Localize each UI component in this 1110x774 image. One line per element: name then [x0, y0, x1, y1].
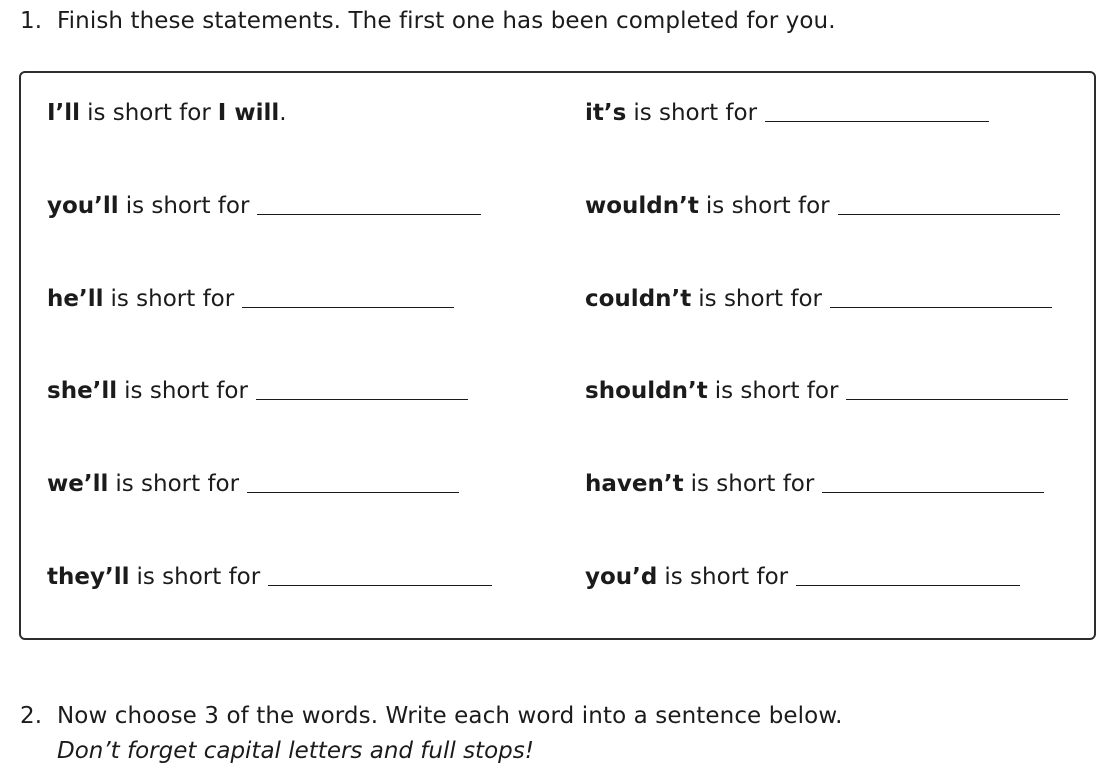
statement-phrase: is short for — [115, 471, 240, 497]
contraction-word: shouldn’t — [585, 378, 708, 404]
question-1-number: 1. — [20, 8, 43, 34]
statement-phrase: is short for — [705, 193, 830, 219]
statement-phrase: is short for — [690, 471, 815, 497]
contraction-word: he’ll — [47, 286, 104, 312]
contraction-word: they’ll — [47, 564, 130, 590]
statement-left-5 — [47, 471, 459, 497]
contraction-word: it’s — [585, 100, 627, 126]
question-1 — [20, 8, 836, 34]
statement-left-6 — [47, 564, 492, 590]
statement-right-6 — [585, 564, 1020, 590]
statement-left-1 — [47, 100, 287, 126]
contraction-word: she’ll — [47, 378, 118, 404]
statement-right-3 — [585, 286, 1052, 312]
statement-phrase: is short for — [714, 378, 839, 404]
question-2-text: Now choose 3 of the words. Write each word into a sentence below. — [57, 703, 843, 729]
statement-phrase: is short for — [87, 100, 211, 126]
answer-blank-line[interactable] — [822, 491, 1044, 493]
statement-phrase: is short for — [664, 564, 789, 590]
statement-left-4 — [47, 378, 468, 404]
answer-blank-line[interactable] — [830, 306, 1052, 308]
statement-phrase: is short for — [124, 378, 248, 404]
example-answer: I will — [217, 100, 280, 126]
contraction-word: couldn’t — [585, 286, 692, 312]
statement-phrase: is short for — [136, 564, 261, 590]
example-full-stop: . — [279, 100, 287, 126]
statement-phrase: is short for — [125, 193, 250, 219]
contraction-word: you’d — [585, 564, 658, 590]
contraction-word: I’ll — [47, 100, 81, 126]
question-2 — [20, 703, 843, 729]
contraction-word: you’ll — [47, 193, 119, 219]
statement-right-4 — [585, 378, 1068, 404]
statement-phrase: is short for — [110, 286, 235, 312]
answer-blank-line[interactable] — [257, 213, 481, 215]
statement-phrase: is short for — [633, 100, 758, 126]
answer-blank-line[interactable] — [846, 398, 1068, 400]
answer-blank-line[interactable] — [256, 398, 468, 400]
answer-blank-line[interactable] — [242, 306, 454, 308]
statement-left-3 — [47, 286, 454, 312]
question-2-number: 2. — [20, 703, 43, 729]
contraction-word: we’ll — [47, 471, 109, 497]
question-1-text: Finish these statements. The first one has been completed for you. — [57, 8, 836, 34]
statement-phrase: is short for — [698, 286, 822, 312]
question-2-note: Don’t forget capital letters and full stops! — [57, 738, 534, 764]
statement-left-2 — [47, 193, 481, 219]
statements-box — [19, 71, 1096, 640]
statement-right-1 — [585, 100, 989, 126]
answer-blank-line[interactable] — [838, 213, 1060, 215]
statement-right-5 — [585, 471, 1044, 497]
answer-blank-line[interactable] — [765, 120, 989, 122]
answer-blank-line[interactable] — [247, 491, 459, 493]
statement-right-2 — [585, 193, 1060, 219]
answer-blank-line[interactable] — [268, 584, 492, 586]
contraction-word: wouldn’t — [585, 193, 699, 219]
answer-blank-line[interactable] — [796, 584, 1020, 586]
contraction-word: haven’t — [585, 471, 684, 497]
